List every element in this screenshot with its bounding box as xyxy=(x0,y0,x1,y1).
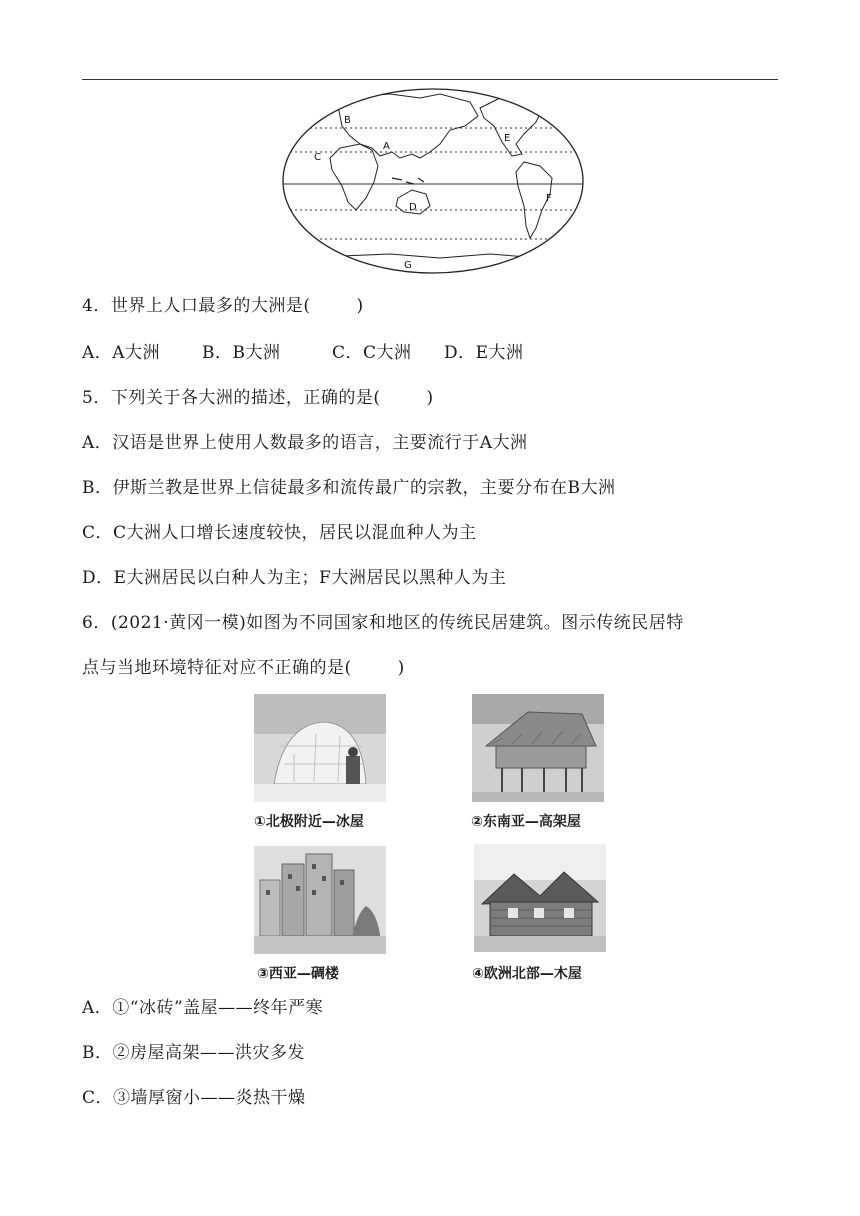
q4-option-a[interactable]: A．A大洲 xyxy=(82,343,161,363)
map-label-c: C xyxy=(314,152,321,163)
q5-option-a[interactable]: A．汉语是世界上使用人数最多的语言，主要流行于A大洲 xyxy=(82,433,528,453)
map-label-a: A xyxy=(383,141,390,152)
tower-house-photo xyxy=(254,846,386,954)
q5-option-b[interactable]: B．伊斯兰教是世界上信徒最多和流传最广的宗教，主要分布在B大洲 xyxy=(82,478,616,498)
log-cabin-photo xyxy=(474,844,606,952)
q6-option-c[interactable]: C．③墙厚窗小——炎热干燥 xyxy=(82,1088,306,1108)
map-label-d: D xyxy=(409,202,417,213)
q6-option-b[interactable]: B．②房屋高架——洪灾多发 xyxy=(82,1043,305,1063)
photo-4-caption: ④欧洲北部—木屋 xyxy=(472,966,582,982)
igloo-photo xyxy=(254,694,386,802)
photo-2-caption: ②东南亚—高架屋 xyxy=(471,814,581,830)
map-label-e: E xyxy=(504,133,511,144)
q5-option-d[interactable]: D．E大洲居民以白种人为主；F大洲居民以黑种人为主 xyxy=(82,568,507,588)
q4-option-b[interactable]: B．B大洲 xyxy=(202,343,281,363)
q5-option-c[interactable]: C．C大洲人口增长速度较快，居民以混血种人为主 xyxy=(82,523,477,543)
question-4-options xyxy=(82,341,524,365)
question-6-stem-line2: 点与当地环境特征对应不正确的是( ) xyxy=(82,658,405,678)
world-map xyxy=(280,86,586,276)
question-5-stem: 5．下列关于各大洲的描述，正确的是( ) xyxy=(82,388,434,408)
photo-1-caption: ①北极附近—冰屋 xyxy=(254,814,364,830)
q4-option-c[interactable]: C．C大洲 xyxy=(332,343,412,363)
header-rule xyxy=(82,79,778,80)
stilt-house-photo xyxy=(472,694,604,802)
map-label-g: G xyxy=(404,260,412,271)
q4-option-d[interactable]: D．E大洲 xyxy=(444,343,524,363)
map-label-f: F xyxy=(546,193,552,204)
question-4-stem: 4．世界上人口最多的大洲是( ) xyxy=(82,296,364,316)
question-6-stem-line1: 6．(2021·黄冈一模)如图为不同国家和地区的传统民居建筑。图示传统民居特 xyxy=(82,613,684,633)
photo-3-caption: ③西亚—碉楼 xyxy=(257,966,339,982)
map-label-b: B xyxy=(344,115,351,126)
q6-option-a[interactable]: A．①“冰砖”盖屋——终年严寒 xyxy=(82,998,324,1018)
